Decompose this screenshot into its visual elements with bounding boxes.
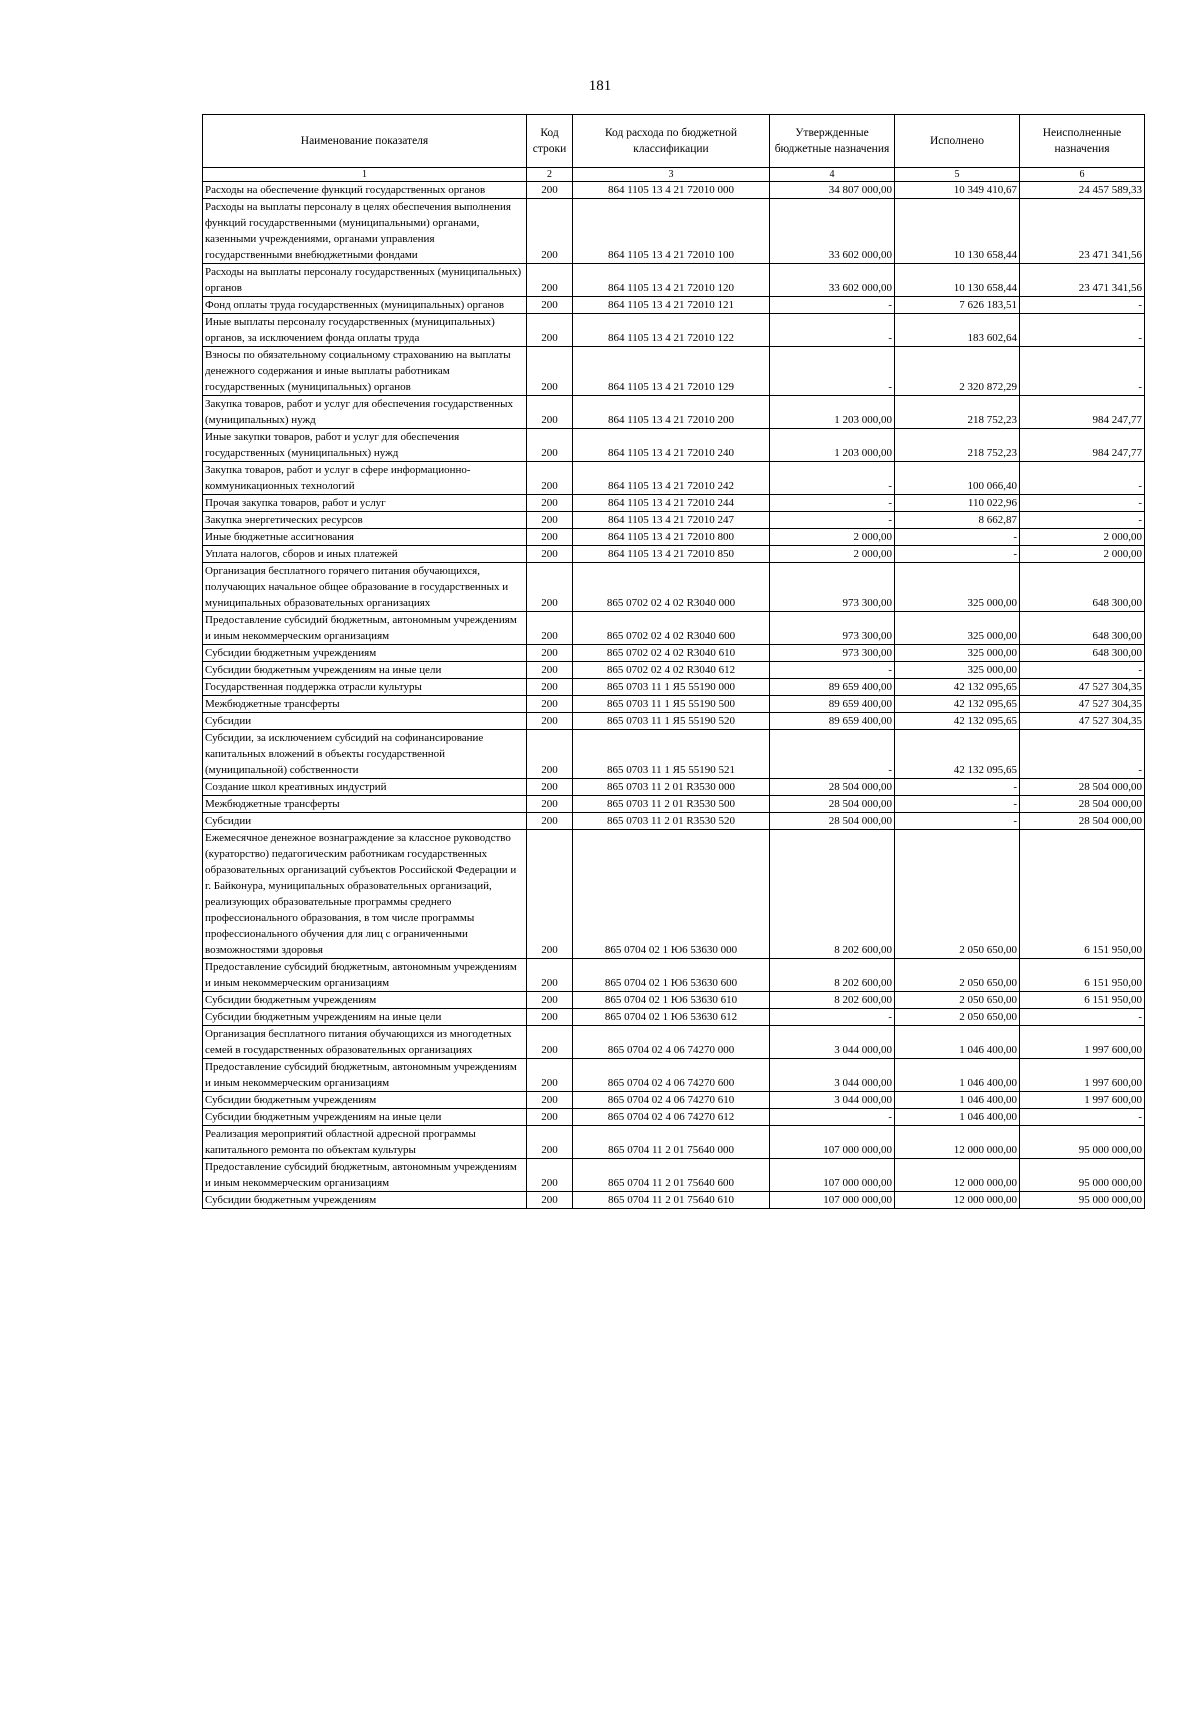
- column-number: 4: [770, 168, 895, 182]
- table-row: [203, 462, 1145, 495]
- indicator-name-cell: Предоставление субсидий бюджетным, автономным учреждениям и иным некоммерческим организациям: [203, 1059, 527, 1092]
- line-code-cell: 200: [527, 297, 573, 314]
- header-unexecuted: Неисполненные назначения: [1020, 115, 1145, 168]
- budget-execution-table: [202, 114, 1145, 1209]
- budget-code-cell: 864 1105 13 4 21 72010 800: [573, 529, 770, 546]
- table-row: [203, 1159, 1145, 1192]
- table-row: [203, 645, 1145, 662]
- table-row: [203, 396, 1145, 429]
- line-code-cell: 200: [527, 1159, 573, 1192]
- executed-amount-cell: 42 132 095,65: [895, 679, 1020, 696]
- table-row: [203, 563, 1145, 612]
- line-code-cell: 200: [527, 182, 573, 199]
- approved-amount-cell: 1 203 000,00: [770, 396, 895, 429]
- line-code-cell: 200: [527, 1192, 573, 1209]
- approved-amount-cell: 28 504 000,00: [770, 779, 895, 796]
- executed-amount-cell: 42 132 095,65: [895, 696, 1020, 713]
- executed-amount-cell: 10 349 410,67: [895, 182, 1020, 199]
- executed-amount-cell: 2 050 650,00: [895, 959, 1020, 992]
- indicator-name-cell: Фонд оплаты труда государственных (муниципальных) органов: [203, 297, 527, 314]
- unexecuted-amount-cell: -: [1020, 347, 1145, 396]
- executed-amount-cell: 12 000 000,00: [895, 1126, 1020, 1159]
- unexecuted-amount-cell: 6 151 950,00: [1020, 830, 1145, 959]
- indicator-name-cell: Расходы на выплаты персоналу в целях обеспечения выполнения функций государственными (муниципальными) органами, казенными учреждениями, органами управления государственными внебюджетными фондами: [203, 199, 527, 264]
- unexecuted-amount-cell: 6 151 950,00: [1020, 992, 1145, 1009]
- indicator-name-cell: Предоставление субсидий бюджетным, автономным учреждениям и иным некоммерческим организациям: [203, 959, 527, 992]
- indicator-name-cell: Создание школ креативных индустрий: [203, 779, 527, 796]
- budget-code-cell: 865 0703 11 2 01 R3530 500: [573, 796, 770, 813]
- indicator-name-cell: Иные бюджетные ассигнования: [203, 529, 527, 546]
- budget-code-cell: 865 0704 11 2 01 75640 000: [573, 1126, 770, 1159]
- executed-amount-cell: 110 022,96: [895, 495, 1020, 512]
- table-row: [203, 779, 1145, 796]
- indicator-name-cell: Субсидии, за исключением субсидий на софинансирование капитальных вложений в объекты государственной (муниципальной) собственности: [203, 730, 527, 779]
- executed-amount-cell: 218 752,23: [895, 429, 1020, 462]
- indicator-name-cell: Организация бесплатного горячего питания обучающихся, получающих начальное общее образование в государственных и муниципальных образовательных организациях: [203, 563, 527, 612]
- line-code-cell: 200: [527, 696, 573, 713]
- table-body: [203, 182, 1145, 1209]
- line-code-cell: 200: [527, 830, 573, 959]
- indicator-name-cell: Уплата налогов, сборов и иных платежей: [203, 546, 527, 563]
- executed-amount-cell: 325 000,00: [895, 563, 1020, 612]
- table-row: [203, 546, 1145, 563]
- indicator-name-cell: Закупка товаров, работ и услуг в сфере информационно-коммуникационных технологий: [203, 462, 527, 495]
- indicator-name-cell: Закупка энергетических ресурсов: [203, 512, 527, 529]
- indicator-name-cell: Субсидии бюджетным учреждениям: [203, 992, 527, 1009]
- line-code-cell: 200: [527, 959, 573, 992]
- page-number: 181: [588, 78, 612, 94]
- line-code-cell: 200: [527, 429, 573, 462]
- column-number: 2: [527, 168, 573, 182]
- header-executed: Исполнено: [895, 115, 1020, 168]
- approved-amount-cell: 973 300,00: [770, 563, 895, 612]
- table-row: [203, 1192, 1145, 1209]
- indicator-name-cell: Субсидии бюджетным учреждениям: [203, 645, 527, 662]
- column-number: 1: [203, 168, 527, 182]
- budget-code-cell: 864 1105 13 4 21 72010 850: [573, 546, 770, 563]
- line-code-cell: 200: [527, 662, 573, 679]
- unexecuted-amount-cell: -: [1020, 730, 1145, 779]
- table-row: [203, 1092, 1145, 1109]
- executed-amount-cell: 325 000,00: [895, 645, 1020, 662]
- executed-amount-cell: -: [895, 779, 1020, 796]
- approved-amount-cell: 107 000 000,00: [770, 1159, 895, 1192]
- table-row: [203, 696, 1145, 713]
- executed-amount-cell: 12 000 000,00: [895, 1159, 1020, 1192]
- line-code-cell: 200: [527, 314, 573, 347]
- executed-amount-cell: 100 066,40: [895, 462, 1020, 495]
- budget-code-cell: 864 1105 13 4 21 72010 244: [573, 495, 770, 512]
- executed-amount-cell: -: [895, 546, 1020, 563]
- unexecuted-amount-cell: 648 300,00: [1020, 612, 1145, 645]
- indicator-name-cell: Субсидии: [203, 713, 527, 730]
- executed-amount-cell: 325 000,00: [895, 612, 1020, 645]
- approved-amount-cell: 89 659 400,00: [770, 696, 895, 713]
- indicator-name-cell: Государственная поддержка отрасли культуры: [203, 679, 527, 696]
- table-row: [203, 1109, 1145, 1126]
- unexecuted-amount-cell: 23 471 341,56: [1020, 199, 1145, 264]
- header-approved: Утвержденные бюджетные назначения: [770, 115, 895, 168]
- executed-amount-cell: 2 320 872,29: [895, 347, 1020, 396]
- approved-amount-cell: 8 202 600,00: [770, 992, 895, 1009]
- table-row: [203, 495, 1145, 512]
- approved-amount-cell: 107 000 000,00: [770, 1192, 895, 1209]
- line-code-cell: 200: [527, 347, 573, 396]
- approved-amount-cell: 2 000,00: [770, 529, 895, 546]
- table-row: [203, 813, 1145, 830]
- table-row: [203, 429, 1145, 462]
- budget-code-cell: 865 0703 11 1 Я5 55190 521: [573, 730, 770, 779]
- unexecuted-amount-cell: 47 527 304,35: [1020, 679, 1145, 696]
- table-row: [203, 830, 1145, 959]
- table-row: [203, 182, 1145, 199]
- indicator-name-cell: Реализация мероприятий областной адресной программы капитального ремонта по объектам культуры: [203, 1126, 527, 1159]
- executed-amount-cell: -: [895, 813, 1020, 830]
- column-number-row: [203, 168, 1145, 182]
- line-code-cell: 200: [527, 679, 573, 696]
- executed-amount-cell: 1 046 400,00: [895, 1109, 1020, 1126]
- executed-amount-cell: 218 752,23: [895, 396, 1020, 429]
- indicator-name-cell: Межбюджетные трансферты: [203, 696, 527, 713]
- line-code-cell: 200: [527, 1092, 573, 1109]
- approved-amount-cell: -: [770, 1109, 895, 1126]
- header-indicator-name: Наименование показателя: [203, 115, 527, 168]
- column-number: 3: [573, 168, 770, 182]
- unexecuted-amount-cell: 2 000,00: [1020, 529, 1145, 546]
- budget-code-cell: 865 0704 02 1 Ю6 53630 600: [573, 959, 770, 992]
- table-row: [203, 713, 1145, 730]
- table-row: [203, 992, 1145, 1009]
- unexecuted-amount-cell: 6 151 950,00: [1020, 959, 1145, 992]
- budget-code-cell: 865 0704 11 2 01 75640 610: [573, 1192, 770, 1209]
- approved-amount-cell: 1 203 000,00: [770, 429, 895, 462]
- budget-code-cell: 864 1105 13 4 21 72010 122: [573, 314, 770, 347]
- unexecuted-amount-cell: 648 300,00: [1020, 563, 1145, 612]
- budget-code-cell: 865 0702 02 4 02 R3040 612: [573, 662, 770, 679]
- executed-amount-cell: 325 000,00: [895, 662, 1020, 679]
- indicator-name-cell: Прочая закупка товаров, работ и услуг: [203, 495, 527, 512]
- budget-code-cell: 864 1105 13 4 21 72010 247: [573, 512, 770, 529]
- line-code-cell: 200: [527, 1109, 573, 1126]
- unexecuted-amount-cell: -: [1020, 297, 1145, 314]
- executed-amount-cell: 1 046 400,00: [895, 1059, 1020, 1092]
- budget-code-cell: 864 1105 13 4 21 72010 240: [573, 429, 770, 462]
- column-number: 5: [895, 168, 1020, 182]
- budget-code-cell: 864 1105 13 4 21 72010 242: [573, 462, 770, 495]
- table-row: [203, 529, 1145, 546]
- line-code-cell: 200: [527, 264, 573, 297]
- indicator-name-cell: Субсидии бюджетным учреждениям: [203, 1192, 527, 1209]
- approved-amount-cell: 89 659 400,00: [770, 679, 895, 696]
- indicator-name-cell: Межбюджетные трансферты: [203, 796, 527, 813]
- approved-amount-cell: 33 602 000,00: [770, 199, 895, 264]
- line-code-cell: 200: [527, 495, 573, 512]
- line-code-cell: 200: [527, 1126, 573, 1159]
- line-code-cell: 200: [527, 1059, 573, 1092]
- budget-code-cell: 864 1105 13 4 21 72010 120: [573, 264, 770, 297]
- table-row: [203, 662, 1145, 679]
- budget-code-cell: 865 0702 02 4 02 R3040 000: [573, 563, 770, 612]
- budget-code-cell: 865 0704 02 1 Ю6 53630 612: [573, 1009, 770, 1026]
- table-row: [203, 612, 1145, 645]
- approved-amount-cell: 3 044 000,00: [770, 1059, 895, 1092]
- unexecuted-amount-cell: 23 471 341,56: [1020, 264, 1145, 297]
- executed-amount-cell: -: [895, 796, 1020, 813]
- approved-amount-cell: 107 000 000,00: [770, 1126, 895, 1159]
- unexecuted-amount-cell: 28 504 000,00: [1020, 813, 1145, 830]
- approved-amount-cell: 2 000,00: [770, 546, 895, 563]
- approved-amount-cell: -: [770, 462, 895, 495]
- approved-amount-cell: -: [770, 512, 895, 529]
- approved-amount-cell: 34 807 000,00: [770, 182, 895, 199]
- unexecuted-amount-cell: 95 000 000,00: [1020, 1159, 1145, 1192]
- table-row: [203, 796, 1145, 813]
- table-row: [203, 730, 1145, 779]
- executed-amount-cell: 1 046 400,00: [895, 1026, 1020, 1059]
- column-number: 6: [1020, 168, 1145, 182]
- indicator-name-cell: Субсидии бюджетным учреждениям на иные цели: [203, 1009, 527, 1026]
- approved-amount-cell: 8 202 600,00: [770, 959, 895, 992]
- line-code-cell: 200: [527, 796, 573, 813]
- header-budget-code: Код расхода по бюджетной классификации: [573, 115, 770, 168]
- indicator-name-cell: Субсидии бюджетным учреждениям на иные цели: [203, 662, 527, 679]
- executed-amount-cell: -: [895, 529, 1020, 546]
- unexecuted-amount-cell: 1 997 600,00: [1020, 1092, 1145, 1109]
- executed-amount-cell: 183 602,64: [895, 314, 1020, 347]
- approved-amount-cell: -: [770, 314, 895, 347]
- unexecuted-amount-cell: 1 997 600,00: [1020, 1026, 1145, 1059]
- approved-amount-cell: -: [770, 662, 895, 679]
- approved-amount-cell: 3 044 000,00: [770, 1092, 895, 1109]
- table-row: [203, 297, 1145, 314]
- line-code-cell: 200: [527, 1026, 573, 1059]
- header-row: [203, 115, 1145, 168]
- budget-code-cell: 865 0704 02 4 06 74270 000: [573, 1026, 770, 1059]
- unexecuted-amount-cell: -: [1020, 495, 1145, 512]
- table-row: [203, 1026, 1145, 1059]
- approved-amount-cell: 28 504 000,00: [770, 796, 895, 813]
- unexecuted-amount-cell: -: [1020, 662, 1145, 679]
- budget-code-cell: 865 0704 02 1 Ю6 53630 610: [573, 992, 770, 1009]
- line-code-cell: 200: [527, 512, 573, 529]
- line-code-cell: 200: [527, 730, 573, 779]
- unexecuted-amount-cell: 648 300,00: [1020, 645, 1145, 662]
- unexecuted-amount-cell: 24 457 589,33: [1020, 182, 1145, 199]
- approved-amount-cell: 33 602 000,00: [770, 264, 895, 297]
- table-row: [203, 347, 1145, 396]
- indicator-name-cell: Иные выплаты персоналу государственных (муниципальных) органов, за исключением фонда оплаты труда: [203, 314, 527, 347]
- executed-amount-cell: 2 050 650,00: [895, 992, 1020, 1009]
- line-code-cell: 200: [527, 199, 573, 264]
- unexecuted-amount-cell: 1 997 600,00: [1020, 1059, 1145, 1092]
- executed-amount-cell: 1 046 400,00: [895, 1092, 1020, 1109]
- unexecuted-amount-cell: -: [1020, 462, 1145, 495]
- line-code-cell: 200: [527, 992, 573, 1009]
- unexecuted-amount-cell: 47 527 304,35: [1020, 696, 1145, 713]
- indicator-name-cell: Субсидии бюджетным учреждениям на иные цели: [203, 1109, 527, 1126]
- approved-amount-cell: -: [770, 347, 895, 396]
- budget-code-cell: 864 1105 13 4 21 72010 000: [573, 182, 770, 199]
- indicator-name-cell: Субсидии: [203, 813, 527, 830]
- executed-amount-cell: 42 132 095,65: [895, 713, 1020, 730]
- line-code-cell: 200: [527, 546, 573, 563]
- budget-code-cell: 865 0702 02 4 02 R3040 600: [573, 612, 770, 645]
- budget-code-cell: 864 1105 13 4 21 72010 100: [573, 199, 770, 264]
- indicator-name-cell: Предоставление субсидий бюджетным, автономным учреждениям и иным некоммерческим организациям: [203, 1159, 527, 1192]
- indicator-name-cell: Субсидии бюджетным учреждениям: [203, 1092, 527, 1109]
- indicator-name-cell: Ежемесячное денежное вознаграждение за классное руководство (кураторство) педагогическим работникам государственных образовательных организаций субъектов Российской Федерации и г. Байконура, муниципальных образовательных организаций, реализующих образовательные программы среднего профессионального образования, в том числе программы профессионального обучения для лиц с ограниченными возможностями здоровья: [203, 830, 527, 959]
- table-row: [203, 512, 1145, 529]
- unexecuted-amount-cell: 2 000,00: [1020, 546, 1145, 563]
- budget-code-cell: 865 0703 11 1 Я5 55190 500: [573, 696, 770, 713]
- approved-amount-cell: 8 202 600,00: [770, 830, 895, 959]
- approved-amount-cell: 89 659 400,00: [770, 713, 895, 730]
- line-code-cell: 200: [527, 396, 573, 429]
- budget-code-cell: 865 0703 11 1 Я5 55190 000: [573, 679, 770, 696]
- budget-code-cell: 865 0704 02 1 Ю6 53630 000: [573, 830, 770, 959]
- table-row: [203, 679, 1145, 696]
- table-row: [203, 199, 1145, 264]
- budget-code-cell: 864 1105 13 4 21 72010 121: [573, 297, 770, 314]
- approved-amount-cell: 973 300,00: [770, 645, 895, 662]
- line-code-cell: 200: [527, 563, 573, 612]
- table-row: [203, 314, 1145, 347]
- line-code-cell: 200: [527, 713, 573, 730]
- budget-code-cell: 865 0704 02 4 06 74270 600: [573, 1059, 770, 1092]
- line-code-cell: 200: [527, 779, 573, 796]
- budget-code-cell: 865 0704 02 4 06 74270 612: [573, 1109, 770, 1126]
- budget-code-cell: 864 1105 13 4 21 72010 129: [573, 347, 770, 396]
- line-code-cell: 200: [527, 612, 573, 645]
- indicator-name-cell: Предоставление субсидий бюджетным, автономным учреждениям и иным некоммерческим организациям: [203, 612, 527, 645]
- unexecuted-amount-cell: 95 000 000,00: [1020, 1192, 1145, 1209]
- approved-amount-cell: -: [770, 1009, 895, 1026]
- executed-amount-cell: 2 050 650,00: [895, 830, 1020, 959]
- indicator-name-cell: Иные закупки товаров, работ и услуг для обеспечения государственных (муниципальных) нужд: [203, 429, 527, 462]
- executed-amount-cell: 10 130 658,44: [895, 264, 1020, 297]
- unexecuted-amount-cell: 28 504 000,00: [1020, 796, 1145, 813]
- unexecuted-amount-cell: 95 000 000,00: [1020, 1126, 1145, 1159]
- table-row: [203, 959, 1145, 992]
- budget-code-cell: 864 1105 13 4 21 72010 200: [573, 396, 770, 429]
- header-line-code: Код строки: [527, 115, 573, 168]
- unexecuted-amount-cell: 28 504 000,00: [1020, 779, 1145, 796]
- approved-amount-cell: 973 300,00: [770, 612, 895, 645]
- table-row: [203, 1059, 1145, 1092]
- budget-code-cell: 865 0704 02 4 06 74270 610: [573, 1092, 770, 1109]
- line-code-cell: 200: [527, 529, 573, 546]
- indicator-name-cell: Организация бесплатного питания обучающихся из многодетных семей в государственных образовательных организациях: [203, 1026, 527, 1059]
- budget-code-cell: 865 0703 11 2 01 R3530 000: [573, 779, 770, 796]
- budget-code-cell: 865 0703 11 1 Я5 55190 520: [573, 713, 770, 730]
- executed-amount-cell: 8 662,87: [895, 512, 1020, 529]
- indicator-name-cell: Расходы на выплаты персоналу государственных (муниципальных) органов: [203, 264, 527, 297]
- line-code-cell: 200: [527, 1009, 573, 1026]
- unexecuted-amount-cell: 984 247,77: [1020, 429, 1145, 462]
- executed-amount-cell: 2 050 650,00: [895, 1009, 1020, 1026]
- approved-amount-cell: -: [770, 297, 895, 314]
- indicator-name-cell: Взносы по обязательному социальному страхованию на выплаты денежного содержания и иные выплаты работникам государственных (муниципальных) органов: [203, 347, 527, 396]
- unexecuted-amount-cell: 984 247,77: [1020, 396, 1145, 429]
- approved-amount-cell: -: [770, 495, 895, 512]
- indicator-name-cell: Расходы на обеспечение функций государственных органов: [203, 182, 527, 199]
- approved-amount-cell: 28 504 000,00: [770, 813, 895, 830]
- executed-amount-cell: 10 130 658,44: [895, 199, 1020, 264]
- unexecuted-amount-cell: -: [1020, 1009, 1145, 1026]
- table-row: [203, 264, 1145, 297]
- unexecuted-amount-cell: -: [1020, 314, 1145, 347]
- budget-code-cell: 865 0704 11 2 01 75640 600: [573, 1159, 770, 1192]
- indicator-name-cell: Закупка товаров, работ и услуг для обеспечения государственных (муниципальных) нужд: [203, 396, 527, 429]
- unexecuted-amount-cell: 47 527 304,35: [1020, 713, 1145, 730]
- line-code-cell: 200: [527, 813, 573, 830]
- executed-amount-cell: 7 626 183,51: [895, 297, 1020, 314]
- table-row: [203, 1126, 1145, 1159]
- line-code-cell: 200: [527, 645, 573, 662]
- table-row: [203, 1009, 1145, 1026]
- executed-amount-cell: 12 000 000,00: [895, 1192, 1020, 1209]
- line-code-cell: 200: [527, 462, 573, 495]
- unexecuted-amount-cell: -: [1020, 1109, 1145, 1126]
- approved-amount-cell: -: [770, 730, 895, 779]
- budget-code-cell: 865 0702 02 4 02 R3040 610: [573, 645, 770, 662]
- approved-amount-cell: 3 044 000,00: [770, 1026, 895, 1059]
- unexecuted-amount-cell: -: [1020, 512, 1145, 529]
- budget-code-cell: 865 0703 11 2 01 R3530 520: [573, 813, 770, 830]
- executed-amount-cell: 42 132 095,65: [895, 730, 1020, 779]
